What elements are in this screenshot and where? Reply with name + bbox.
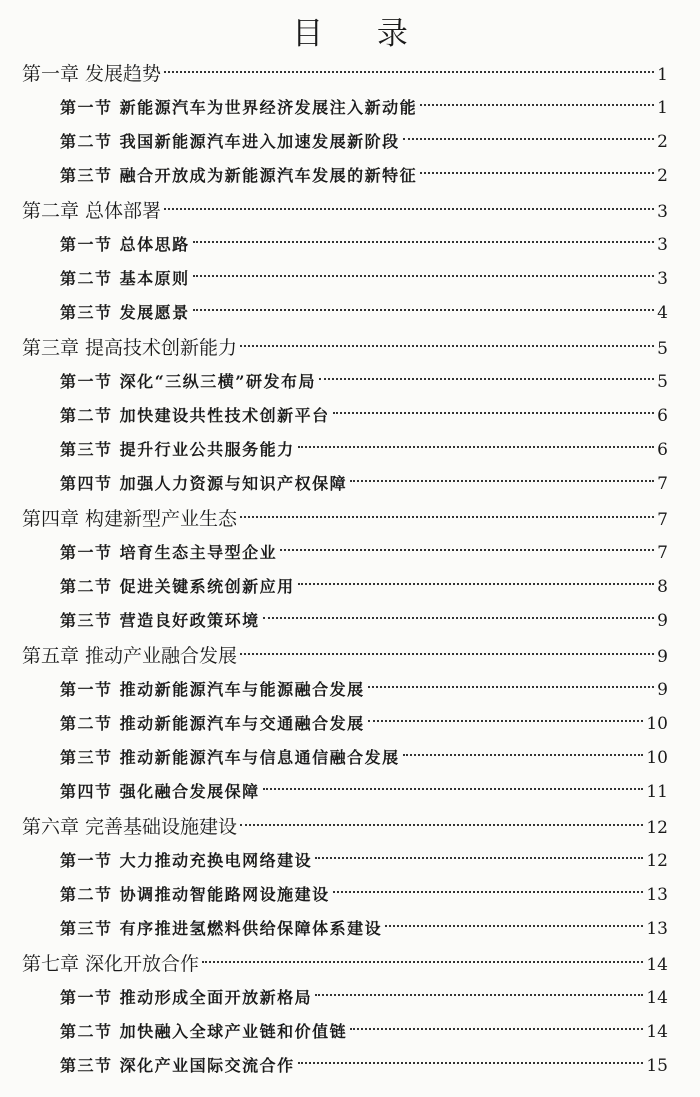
section-title: 第一节 大力推动充换电网络建设 <box>60 851 313 870</box>
toc-chapter-row[interactable] <box>22 194 668 228</box>
toc-chapter-row[interactable] <box>22 947 668 981</box>
section-title: 第二节 推动新能源汽车与交通融合发展 <box>60 714 365 733</box>
toc-section-row[interactable] <box>60 433 668 467</box>
chapter-title: 第一章 发展趋势 <box>22 63 162 85</box>
page-number: 14 <box>646 988 668 1008</box>
dot-leader <box>240 653 654 655</box>
toc-section-row[interactable] <box>60 399 668 433</box>
section-title: 第一节 新能源汽车为世界经济发展注入新动能 <box>60 98 418 117</box>
section-title: 第三节 深化产业国际交流合作 <box>60 1056 295 1075</box>
page-number: 6 <box>657 406 668 426</box>
toc-chapter-row[interactable] <box>22 639 668 673</box>
section-title: 第二节 我国新能源汽车进入加速发展新阶段 <box>60 132 400 151</box>
dot-leader <box>350 480 654 482</box>
toc-section-row[interactable] <box>60 844 668 878</box>
page-number: 3 <box>657 269 668 289</box>
page-number: 1 <box>657 98 668 118</box>
dot-leader <box>240 824 643 826</box>
section-title: 第一节 总体思路 <box>60 235 190 254</box>
page-number: 3 <box>657 235 668 255</box>
page-number: 1 <box>657 65 668 85</box>
section-title: 第二节 协调推动智能路网设施建设 <box>60 885 330 904</box>
dot-leader <box>420 104 654 106</box>
dot-leader <box>280 549 654 551</box>
dot-leader <box>240 516 654 518</box>
chapter-title: 第二章 总体部署 <box>22 200 162 222</box>
toc-section-row[interactable] <box>60 262 668 296</box>
toc-section-row[interactable] <box>60 604 668 638</box>
toc-chapter-row[interactable] <box>22 57 668 91</box>
page-number: 4 <box>657 303 668 323</box>
section-title: 第三节 推动新能源汽车与信息通信融合发展 <box>60 748 400 767</box>
page-number: 15 <box>646 1056 668 1076</box>
section-title: 第二节 加快融入全球产业链和价值链 <box>60 1022 348 1041</box>
section-title: 第四节 强化融合发展保障 <box>60 782 260 801</box>
dot-leader <box>333 891 644 893</box>
dot-leader <box>403 754 644 756</box>
page-number: 9 <box>657 680 668 700</box>
section-title: 第三节 有序推进氢燃料供给保障体系建设 <box>60 919 383 938</box>
dot-leader <box>319 378 654 380</box>
toc-section-row[interactable] <box>60 741 668 775</box>
toc-section-row[interactable] <box>60 981 668 1015</box>
section-title: 第一节 深化“三纵三横”研发布局 <box>60 372 316 391</box>
dot-leader <box>298 446 655 448</box>
toc-section-row[interactable] <box>60 228 668 262</box>
page-number: 8 <box>657 577 668 597</box>
toc-section-row[interactable] <box>60 536 668 570</box>
toc-section-row[interactable] <box>60 91 668 125</box>
dot-leader <box>385 925 643 927</box>
section-title: 第三节 营造良好政策环境 <box>60 611 260 630</box>
dot-leader <box>298 583 655 585</box>
dot-leader <box>298 1062 644 1064</box>
page-number: 12 <box>646 818 668 838</box>
dot-leader <box>368 720 644 722</box>
dot-leader <box>315 857 643 859</box>
dot-leader <box>164 71 654 73</box>
chapter-title: 第三章 提高技术创新能力 <box>22 337 238 359</box>
page-number: 11 <box>646 782 668 802</box>
dot-leader <box>420 172 654 174</box>
toc-section-row[interactable] <box>60 159 668 193</box>
page-number: 7 <box>657 474 668 494</box>
section-title: 第二节 加快建设共性技术创新平台 <box>60 406 330 425</box>
page-number: 2 <box>657 132 668 152</box>
section-title: 第一节 培育生态主导型企业 <box>60 543 278 562</box>
dot-leader <box>193 309 655 311</box>
page-number: 12 <box>646 851 668 871</box>
section-title: 第四节 加强人力资源与知识产权保障 <box>60 474 348 493</box>
toc-section-row[interactable] <box>60 1015 668 1049</box>
page-number: 3 <box>657 202 668 222</box>
page-number: 10 <box>646 748 668 768</box>
toc-section-row[interactable] <box>60 365 668 399</box>
toc-chapter-row[interactable] <box>22 810 668 844</box>
toc-section-row[interactable] <box>60 570 668 604</box>
section-title: 第二节 促进关键系统创新应用 <box>60 577 295 596</box>
toc-chapter-row[interactable] <box>22 502 668 536</box>
page-number: 10 <box>646 714 668 734</box>
toc-section-row[interactable] <box>60 1049 668 1083</box>
dot-leader <box>193 241 655 243</box>
toc-section-row[interactable] <box>60 707 668 741</box>
toc-section-row[interactable] <box>60 775 668 809</box>
chapter-title: 第六章 完善基础设施建设 <box>22 816 238 838</box>
page-number: 5 <box>657 339 668 359</box>
dot-leader <box>333 412 655 414</box>
dot-leader <box>350 1028 643 1030</box>
page-number: 2 <box>657 166 668 186</box>
page-number: 6 <box>657 440 668 460</box>
page-number: 13 <box>646 919 668 939</box>
dot-leader <box>193 275 655 277</box>
page-number: 13 <box>646 885 668 905</box>
dot-leader <box>263 617 655 619</box>
page-number: 14 <box>646 1022 668 1042</box>
toc-title: 目 录 <box>292 16 430 52</box>
toc-section-row[interactable] <box>60 878 668 912</box>
dot-leader <box>240 345 654 347</box>
dot-leader <box>403 138 655 140</box>
dot-leader <box>315 994 643 996</box>
section-title: 第三节 提升行业公共服务能力 <box>60 440 295 459</box>
page-number: 7 <box>657 510 668 530</box>
dot-leader <box>263 788 644 790</box>
section-title: 第三节 发展愿景 <box>60 303 190 322</box>
toc-section-row[interactable] <box>60 467 668 501</box>
page-number: 7 <box>657 543 668 563</box>
dot-leader <box>164 208 654 210</box>
page-number: 5 <box>657 372 668 392</box>
toc-section-row[interactable] <box>60 125 668 159</box>
toc-section-row[interactable] <box>60 296 668 330</box>
chapter-title: 第七章 深化开放合作 <box>22 953 200 975</box>
toc-section-row[interactable] <box>60 673 668 707</box>
page-number: 14 <box>646 955 668 975</box>
page-number: 9 <box>657 647 668 667</box>
toc-chapter-row[interactable] <box>22 331 668 365</box>
section-title: 第一节 推动形成全面开放新格局 <box>60 988 313 1007</box>
chapter-title: 第五章 推动产业融合发展 <box>22 645 238 667</box>
section-title: 第一节 推动新能源汽车与能源融合发展 <box>60 680 365 699</box>
chapter-title: 第四章 构建新型产业生态 <box>22 508 238 530</box>
section-title: 第二节 基本原则 <box>60 269 190 288</box>
dot-leader <box>202 961 643 963</box>
section-title: 第三节 融合开放成为新能源汽车发展的新特征 <box>60 166 418 185</box>
dot-leader <box>368 686 655 688</box>
page-number: 9 <box>657 611 668 631</box>
toc-section-row[interactable] <box>60 912 668 946</box>
